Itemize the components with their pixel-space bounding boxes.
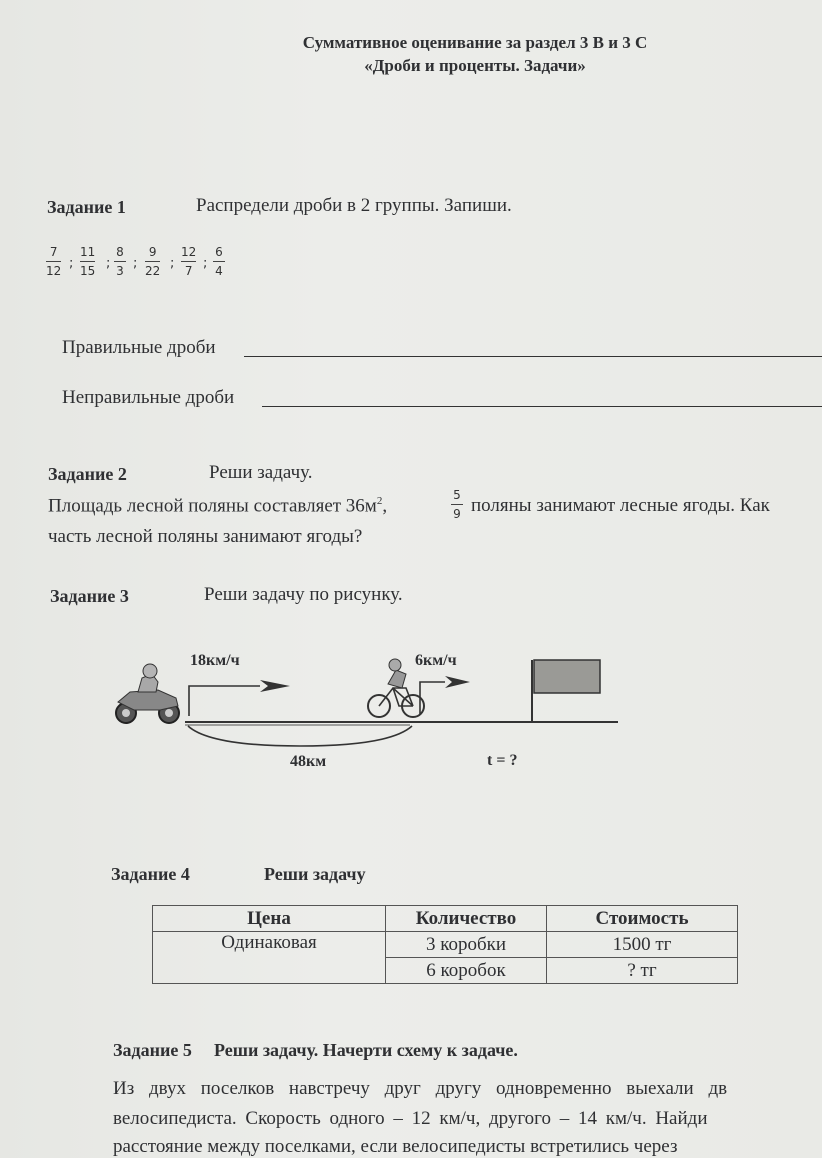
- speed2-label: 6км/ч: [415, 652, 457, 669]
- fraction: [46, 245, 61, 278]
- distance-label: 48км: [290, 753, 327, 770]
- table-header-row: [153, 906, 738, 932]
- task5-line1: Из двух поселков навстречу друг другу одновременно выехали дв: [113, 1078, 728, 1099]
- task3-text: Реши задачу по рисунку.: [204, 584, 403, 605]
- fraction-denominator: 12: [46, 264, 62, 278]
- task3-label: Задание 3: [50, 586, 129, 606]
- fraction-denominator: 3: [116, 264, 124, 278]
- table-header-cost: Стоимость: [547, 906, 738, 932]
- fraction-denominator: 15: [80, 264, 96, 278]
- task5-line2: велосипедиста. Скорость одного – 12 км/ч, другого – 14 км/ч. Найди: [113, 1108, 708, 1129]
- task2-line1-b: поляны занимают лесные ягоды. Как: [471, 495, 770, 516]
- task2-line1-a: Площадь лесной поляны составляет 36м: [48, 495, 377, 517]
- speed1-arrowhead: [260, 680, 290, 692]
- task5-text: Реши задачу. Начерти схему к задаче.: [214, 1040, 518, 1060]
- task2-label: Задание 2: [48, 464, 127, 484]
- fraction-denominator: 7: [184, 264, 193, 278]
- distance-brace: [188, 726, 412, 746]
- fraction-numerator: 12: [181, 245, 197, 259]
- fraction-separator: ;: [106, 256, 111, 271]
- price-table: [152, 905, 738, 984]
- time-label: t = ?: [487, 752, 518, 769]
- task2-superscript: 2: [376, 495, 383, 507]
- fraction-numerator: 7: [49, 245, 58, 259]
- proper-fractions-label: Правильные дроби: [62, 337, 216, 358]
- task1-text: Распредели дроби в 2 группы. Запиши.: [196, 195, 512, 216]
- header-line-2: «Дроби и проценты. Задачи»: [364, 56, 586, 75]
- speed1-arrow: [189, 686, 260, 716]
- header-line-1: Суммативное оценивание за раздел 3 В и 3 С: [302, 33, 648, 52]
- fraction-separator: ;: [203, 256, 208, 271]
- task2-line2: часть лесной поляны занимают ягоды?: [48, 526, 363, 547]
- task4-text: Реши задачу: [264, 864, 366, 884]
- table-header-quantity: Количество: [386, 906, 547, 932]
- task3-diagram: [100, 640, 630, 790]
- fraction-separator: ;: [69, 256, 74, 271]
- speed2-arrowhead: [445, 676, 470, 688]
- fraction-numerator: 11: [80, 245, 96, 259]
- proper-fractions-answer-line[interactable]: [244, 356, 822, 357]
- task2-text: Реши задачу.: [209, 462, 313, 483]
- fraction: [145, 245, 160, 278]
- table-row: [153, 932, 738, 958]
- motorcycle-icon: [116, 664, 179, 723]
- fraction-numerator: 8: [116, 245, 124, 259]
- fraction-numerator: 6: [215, 245, 223, 259]
- table-cell-price: Одинаковая: [153, 932, 386, 984]
- task2-comma: ,: [382, 495, 388, 517]
- fraction-separator: ;: [133, 256, 138, 271]
- table-cell-quantity: 6 коробок: [386, 958, 547, 984]
- fraction-denominator: 22: [145, 264, 161, 278]
- task2-line1-start: [48, 495, 387, 517]
- table-cell-cost: ? тг: [547, 958, 738, 984]
- task1-label: Задание 1: [47, 197, 126, 217]
- task5-line3: расстояние между поселками, если велосипедисты встретились через: [113, 1136, 678, 1157]
- fraction-denominator: 4: [215, 264, 223, 278]
- fraction-numerator: 9: [148, 245, 157, 259]
- fraction-numerator: 5: [453, 488, 461, 502]
- flag-icon: [534, 660, 600, 693]
- table-cell-quantity: 3 коробки: [386, 932, 547, 958]
- fraction: [114, 245, 126, 278]
- improper-fractions-label: Неправильные дроби: [62, 387, 235, 408]
- fraction: [181, 245, 196, 278]
- speed1-label: 18км/ч: [190, 652, 240, 669]
- fraction-separator: ;: [170, 256, 175, 271]
- task4-label: Задание 4: [111, 864, 190, 884]
- fraction: [213, 245, 225, 278]
- table-header-price: Цена: [153, 906, 386, 932]
- task2-fraction: [451, 488, 463, 521]
- improper-fractions-answer-line[interactable]: [262, 406, 822, 407]
- task5-label: Задание 5: [113, 1040, 192, 1060]
- table-cell-cost: 1500 тг: [547, 932, 738, 958]
- fraction: [80, 245, 95, 278]
- fraction-denominator: 9: [453, 507, 461, 521]
